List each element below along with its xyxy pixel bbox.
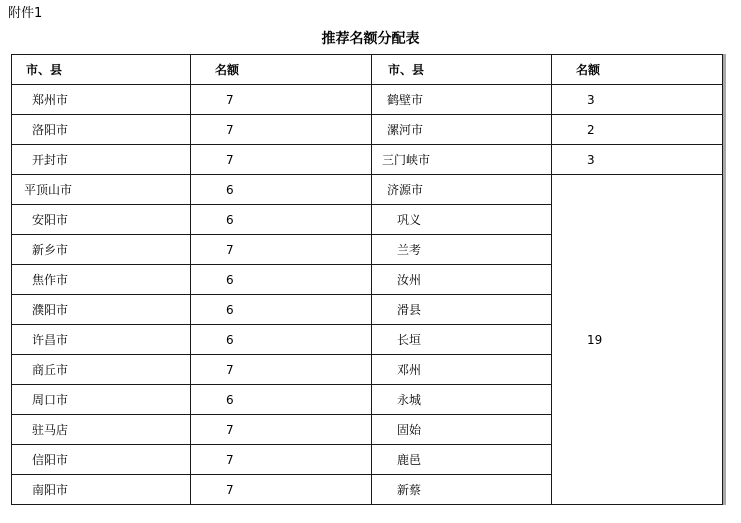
table-title: 推荐名额分配表 — [321, 31, 420, 47]
quota-cell: 3 — [552, 85, 723, 115]
table-row — [12, 115, 723, 145]
quota-cell: 7 — [191, 445, 372, 475]
city-cell: 驻马店 — [12, 415, 191, 445]
city-cell: 固始 — [372, 415, 552, 445]
merged-quota-cell: 19 — [552, 175, 723, 505]
quota-cell: 2 — [552, 115, 723, 145]
city-cell: 邓州 — [372, 355, 552, 385]
quota-cell: 6 — [191, 385, 372, 415]
city-cell: 新蔡 — [372, 475, 552, 505]
city-cell: 漯河市 — [372, 115, 552, 145]
city-cell: 南阳市 — [12, 475, 191, 505]
quota-cell: 7 — [191, 145, 372, 175]
city-cell: 郑州市 — [12, 85, 191, 115]
quota-cell: 6 — [191, 325, 372, 355]
city-cell: 周口市 — [12, 385, 191, 415]
city-cell: 许昌市 — [12, 325, 191, 355]
city-cell: 济源市 — [372, 175, 552, 205]
city-cell: 濮阳市 — [12, 295, 191, 325]
city-cell: 汝州 — [372, 265, 552, 295]
table-shadow-frame — [11, 54, 726, 505]
quota-cell: 7 — [191, 355, 372, 385]
header-city-left: 市、县 — [12, 55, 191, 85]
header-quota-left: 名额 — [191, 55, 372, 85]
city-cell: 商丘市 — [12, 355, 191, 385]
city-cell: 滑县 — [372, 295, 552, 325]
table-row — [12, 85, 723, 115]
quota-cell: 7 — [191, 85, 372, 115]
city-cell: 信阳市 — [12, 445, 191, 475]
city-cell: 焦作市 — [12, 265, 191, 295]
quota-cell: 7 — [191, 115, 372, 145]
table-row — [12, 145, 723, 175]
quota-cell: 7 — [191, 475, 372, 505]
header-city-right: 市、县 — [372, 55, 552, 85]
city-cell: 平顶山市 — [12, 175, 191, 205]
city-cell: 鹤壁市 — [372, 85, 552, 115]
header-row — [12, 55, 723, 85]
attachment-label: 附件1 — [8, 6, 43, 21]
quota-cell: 6 — [191, 175, 372, 205]
quota-cell: 6 — [191, 205, 372, 235]
city-cell: 永城 — [372, 385, 552, 415]
city-cell: 巩义 — [372, 205, 552, 235]
city-cell: 鹿邑 — [372, 445, 552, 475]
city-cell: 兰考 — [372, 235, 552, 265]
city-cell: 洛阳市 — [12, 115, 191, 145]
city-cell: 安阳市 — [12, 205, 191, 235]
city-cell: 长垣 — [372, 325, 552, 355]
city-cell: 开封市 — [12, 145, 191, 175]
city-cell: 新乡市 — [12, 235, 191, 265]
header-quota-right: 名额 — [552, 55, 723, 85]
quota-cell: 7 — [191, 235, 372, 265]
quota-cell: 3 — [552, 145, 723, 175]
table-row — [12, 175, 723, 205]
quota-cell: 7 — [191, 415, 372, 445]
quota-table — [11, 54, 723, 505]
quota-cell: 6 — [191, 295, 372, 325]
city-cell: 三门峡市 — [372, 145, 552, 175]
quota-cell: 6 — [191, 265, 372, 295]
